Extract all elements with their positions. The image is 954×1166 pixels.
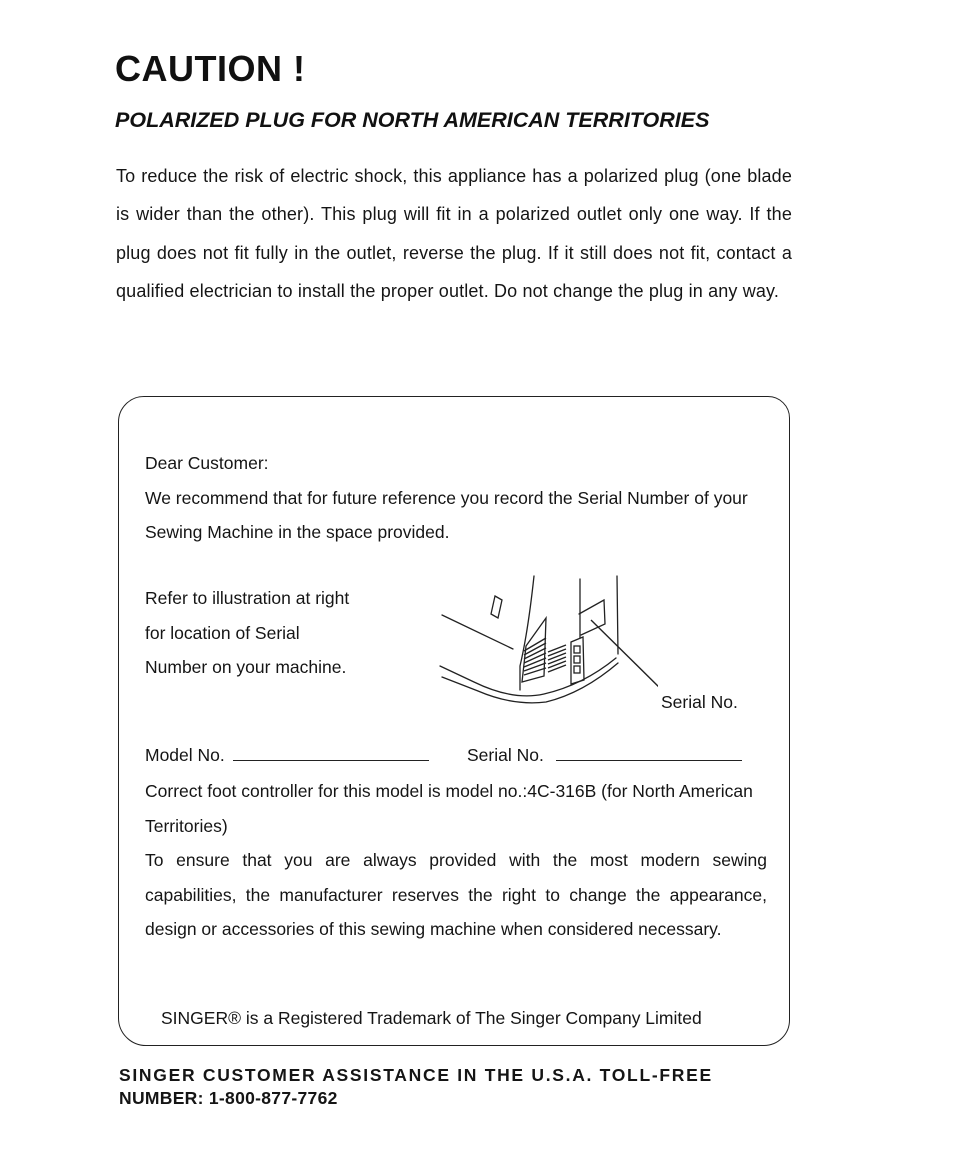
foot-controller-note: Correct foot controller for this model is model no.:4C-316B (for North American Territories) xyxy=(145,781,753,836)
refer-illustration-text xyxy=(145,581,405,685)
model-number-blank-line xyxy=(233,759,429,761)
footer-line-1: SINGER CUSTOMER ASSISTANCE IN THE U.S.A. TOLL-FREE xyxy=(119,1065,713,1085)
customer-greeting-paragraph xyxy=(145,446,767,550)
greeting-text: Dear Customer: xyxy=(145,453,269,473)
toll-free-number: NUMBER: 1-800-877-7762 xyxy=(119,1088,338,1108)
recommendation-text: We recommend that for future reference you record the Serial Number of your Sewing Machine in the space provided. xyxy=(145,487,748,543)
model-number-field xyxy=(145,745,429,766)
serial-number-field xyxy=(467,745,742,766)
serial-number-blank-line xyxy=(556,759,742,761)
customer-assistance-footer xyxy=(119,1064,791,1110)
polarized-plug-paragraph: To reduce the risk of electric shock, this appliance has a polarized plug (one blade is wider than the other). This plug will fit in a polarized outlet only one way. If the plug does not fit fully in the outlet, reverse the plug. If it still does not fit, contact a qualified electrician to install the proper outlet. Do not change the plug in any way. xyxy=(116,166,792,301)
refer-line-3: Number on your machine. xyxy=(145,657,347,677)
sewing-machine-illustration xyxy=(438,574,658,724)
serial-number-label: Serial No. xyxy=(467,745,544,765)
refer-line-2: for location of Serial xyxy=(145,622,300,643)
caution-heading: CAUTION ! xyxy=(115,48,306,89)
serial-number-callout: Serial No. xyxy=(661,692,738,712)
refer-line-1: Refer to illustration at right xyxy=(145,588,350,608)
model-number-label: Model No. xyxy=(145,745,225,765)
trademark-notice: SINGER® is a Registered Trademark of The Singer Company Limited xyxy=(161,1008,702,1028)
polarized-plug-subheading: POLARIZED PLUG FOR NORTH AMERICAN TERRITORIES xyxy=(115,108,710,132)
design-change-note: To ensure that you are always provided with the most modern sewing capabilities, the manufacturer reserves the right to change the appearance, design or accessories of this sewing machine when considered necessary. xyxy=(145,850,767,940)
